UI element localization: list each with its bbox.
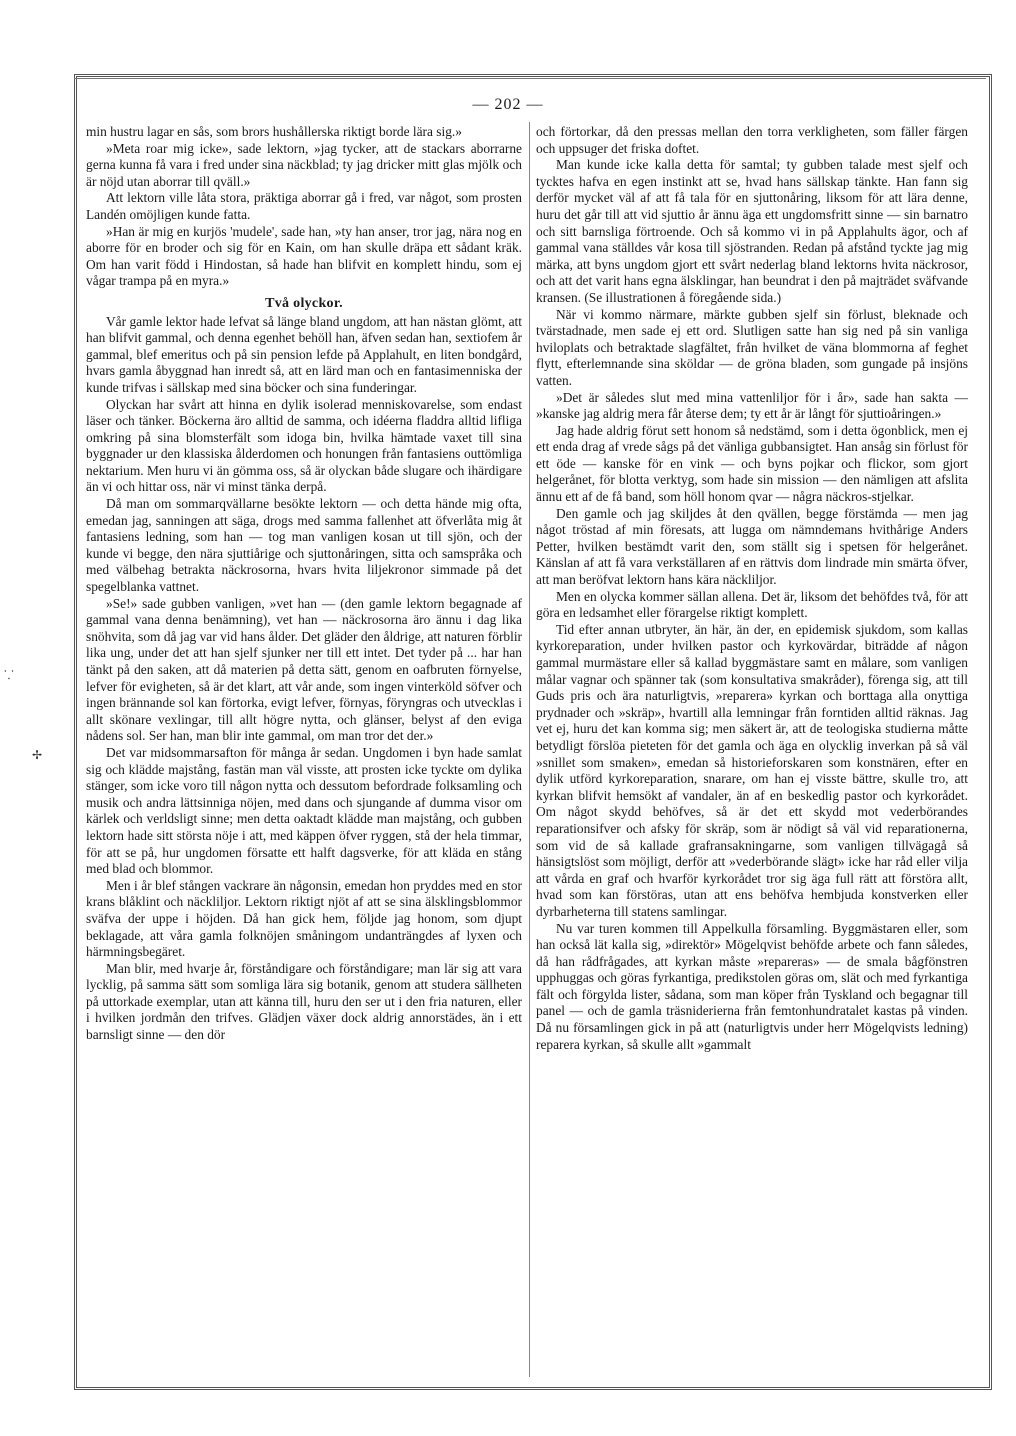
paragraph: Att lektorn ville låta stora, präktiga aborrar gå i fred, var något, som prosten Landén omöjligen kunde fatta. bbox=[86, 190, 522, 222]
paragraph: Jag hade aldrig förut sett honom så nedstämd, som i detta ögonblick, men ej ett enda drag af vrede sågs på det vänliga gubbansigtet. Han ansåg sin förlust för ett öde — kanske för en vink — och byns pojkar och flickor, som gjort helgerånet, för blotta verktyg, som hade sin mission — den nämligen att afslita ännu ett af de få band, som höll honom qvar — några näckros-stjelkar. bbox=[536, 422, 968, 505]
right-column bbox=[536, 124, 968, 1372]
paragraph: Men i år blef stången vackrare än någonsin, emedan hon pryddes med en stor krans blåklint och näckliljor. Lektorn riktigt njöt af att se sina älsklingsblommor sväfva der uppe i höjden. Då han gick hem, följde jag honom, som djupt beklagade, att våra gamla folknöjen småningom undanträngdes af lyxen och härmningsbegäret. bbox=[86, 877, 522, 960]
margin-ink-mark: ✢ bbox=[32, 748, 43, 762]
paragraph: Nu var turen kommen till Appelkulla församling. Byggmästaren eller, som han också lät kalla sig, »direktör» Mögelqvist behöfde arbete och fann således, då han rådfrågades, att kyrkan måste »repareras» — de smala bågfönstren upphuggas och göras fyrkantiga, predikstolen göras om, slät och med fyrkantiga fält och förgylda lister, sådana, som man köper från Tyskland och begagnar till panel — och de gamla träsniderierna från femtonhundratalet kastas på vinden. Då nu församlingen gick in på att (naturligtvis under herr Mögelqvists ledning) reparera kyrkan, så skulle allt »gammalt bbox=[536, 920, 968, 1052]
paragraph: Det var midsommarsafton för många år sedan. Ungdomen i byn hade samlat sig och klädde majstång, fastän man väl visste, att prosten icke tyckte om dylika stänger, som icke voro till någon nytta och dessutom befordrade folksamling och musik och andra lättsinniga nöjen, med dans och sjungande af dumma visor om kärlek och verldsligt sinne; men detta oaktadt klädde man majstång, och gubben lektorn hade sitt största nöje i att, med käppen öfver ryggen, stå der hela timmar, för att se på, hur ungdomen försatte ett halft dagsverke, för att kläda en stång med blad och blommor. bbox=[86, 744, 522, 877]
page-number: — 202 — bbox=[472, 96, 544, 113]
paragraph: Men en olycka kommer sällan allena. Det är, liksom det behöfdes två, för att göra en ledsamhet eller förargelse riktigt komplett. bbox=[536, 588, 968, 621]
paragraph: och förtorkar, då den pressas mellan den torra verkligheten, som fäller färgen och uppsuger det friska doftet. bbox=[536, 124, 968, 156]
paragraph: »Han är mig en kurjös 'mudele', sade han, »ty han anser, tror jag, nära nog en aborre för en broder och sig för en Kain, om han skulle dräpa ett sådant kräk. Om han varit född i Hindostan, så hade han blifvit en komplett hindu, som ej vågar trampa på en myra.» bbox=[86, 223, 522, 289]
section-heading: Två olyckor. bbox=[265, 295, 343, 311]
paragraph: När vi kommo närmare, märkte gubben sjelf sin förlust, bleknade och tvärstadnade, men sade ej ett ord. Slutligen satte han sig ned på sin vanliga hviloplats och betraktade slagfältet, från hvilket de väna blommorna af feghet flytt, efterlemnande sina sköldar — de gröna bladen, som gungade på insjöns vatten. bbox=[536, 306, 968, 388]
paragraph: »Det är således slut med mina vattenliljor för i år», sade han sakta — »kanske jag aldrig mera får återse dem; ty ett år är långt för sjuttioåringen.» bbox=[536, 389, 968, 422]
column-divider bbox=[529, 122, 530, 1377]
paragraph: Vår gamle lektor hade lefvat så länge bland ungdom, att han nästan glömt, att han blifvit gammal, och denna egenhet behöll han, äfven sedan han, sextiofem år gammal, blef emeritus och på sin pension lefde på Applahult, en liten bondgård, hvars gamla åbyggnad han inredt så, att en lärd man och en fantasimenniska der kunde trifvas i sällskap med sina böcker och sina funderingar. bbox=[86, 313, 522, 395]
paragraph: Den gamle och jag skiljdes åt den qvällen, begge förstämda — men jag något tröstad af min föresats, att lugga om nämndemans hvithårige Anders Petter, hvilken bestämdt varit den, som ställt sig i spetsen för helgerånet. Känslan af att få vara verkställaren af en rättvis dom lindrade min smärta öfver, att man beröfvat lektorn hans kära näckliljor. bbox=[536, 505, 968, 588]
paragraph: Man kunde icke kalla detta för samtal; ty gubben talade mest sjelf och tycktes hafva en egen instinkt att se, hvad hans sällskap tänkte. Han fann sig derför mycket väl af att få tala för en sjuttonåring, liksom för att lära denne, huru det går till att vid sjuttio år ännu äga ett ungdomsfritt sinne — sin barnatro och sitt barnsliga förtroende. Och så kommo vi in på Applahults ägor, och af gammal vana ställdes vår kosa till sjöstranden. Redan på afstånd tyckte jag mig märka, att byns ungdom gjort ett svårt nederlag bland lektorns hvita näckrosor, och att det varit hans egna älsklingar, han beundrat i den på majträdet sväfvande kransen. (Se illustrationen å föregående sida.) bbox=[536, 157, 968, 305]
paragraph: »Meta roar mig icke», sade lektorn, »jag tycker, att de stackars aborrarne gerna kunna få vara i fred under sina näckblad; ty jag dricker mitt glas mjölk och är nöjd utan aborrar till qväll.» bbox=[86, 140, 522, 189]
paragraph: min hustru lagar en sås, som brors hushållerska riktigt borde lära sig.» bbox=[86, 124, 462, 139]
paragraph: Tid efter annan utbryter, än här, än der, en epidemisk sjukdom, som kallas kyrkoreparation, under hvilken pastor och kyrkovärdar, biträdde af någon gammal murmästare eller så kallad byggmästare samt en målare, som vanligen målar vagnar och spänner tak (som konsultativa smakråder), förenga sig, att till Guds pris och ära naturligtvis, »reparera» kyrkan och borttaga alla onyttiga prydnader och »skräp», hvartill alla lemningar från forntiden alltid räknas. Jag vet ej, huru det kan komma sig; men säkert är, att de teologiska studierna måtte betydligt förslöa pieteten för det gamla och äga en olycklig inverkan på så väl »snillet som smaken», emedan så historieforskaren som konstnären, efter en dylik utförd kyrkoreparation, snarare, om han ej visste bättre, skulle tro, att kyrkan blifvit hemsökt af vandaler, än af en beskedlig pastor och kyrkorådet. Om något skydd behöfves, så är det ett skydd mot vederbörandes reparationsifver och afsky för skräp, som är nödigt så väl vid reparationerna, som vid de så kallade grafransakningarne, som vanligen tillvägagå så hänsigtslöst som möjligt, derför att »vederbörande slägt» icke har råd eller vilja att vårda en graf och hvarför kyrkorådet tror sig äga full rätt att förstöra allt, hvad som kan förstöras, utan att ens behöfva hembjuda konstverken eller dyrbarheterna till statens samlingar. bbox=[536, 621, 968, 919]
paragraph: »Se!» sade gubben vanligen, »vet han — (den gamle lektorn begagnade af gammal vana denna benämning), vet han — näckrosorna äro ännu i dag lika snöhvita, som då jag var vid hans ålder. Det gläder den åldrige, att naturen förblir lika ung, under det att han sjelf sjunker ner till ett intet. Det tyder på ... har han tänkt på den saken, att då materien på detta sätt, genom en oafbruten förnyelse, lefver för evigheten, så är det klart, att vår ande, som ingen vinterköld söfver och ingen brännande sol kan förtorka, evigt lefver, förnyas, föryngras och utvecklas i allt skönare vexlingar, till allt högre nytta, och glänser, belyst af den eviga nådens sol. Ser han, man blir inte gammal, om man tror det der.» bbox=[86, 595, 522, 744]
left-column bbox=[86, 124, 522, 1372]
margin-speck-mark: ⸪ bbox=[4, 668, 14, 682]
paragraph: Man blir, med hvarje år, förståndigare och förståndigare; man lär sig att vara lycklig, på samma sätt som somliga lära sig botanik, genom att studera sällheten på uttorkade exemplar, utan att känna till, huru den ser ut i den fria naturen, eller i hvilken jordmån den trifves. Glädjen växer dock aldrig annorstädes, än i ett barnsligt sinne — den dör bbox=[86, 960, 522, 1043]
paragraph: Olyckan har svårt att hinna en dylik isolerad menniskovarelse, som endast läser och tänker. Böckerna äro alltid de samma, och idéerna fladdra alltid lifliga omkring på sina blomsterfält som idoga bin, hvilka hämtade vaxet till sina byggnader ur den klassiska ålderdomen och honungen från fantasiens outtömliga nektarium. Men huru vi än gömma oss, så är olyckan både slugare och ihärdigare än vi och hittar oss, när vi minst tänka derpå. bbox=[86, 396, 522, 495]
page-border-top-rule bbox=[74, 78, 986, 79]
paragraph: Då man om sommarqvällarne besökte lektorn — och detta hände mig ofta, emedan jag, sanningen att säga, drogs med samma fallenhet att öfverlåta mig åt fantasiens ledning, som han — tog man vanligen kosan ut till sjön, och der kunde vi begge, den nära sjuttiårige och sjuttonåringen, sitta och samspråka och med välbehag betrakta näckrosorna, hvars hvita liljekronor simmade på det spegelblanka vattnet. bbox=[86, 496, 522, 595]
